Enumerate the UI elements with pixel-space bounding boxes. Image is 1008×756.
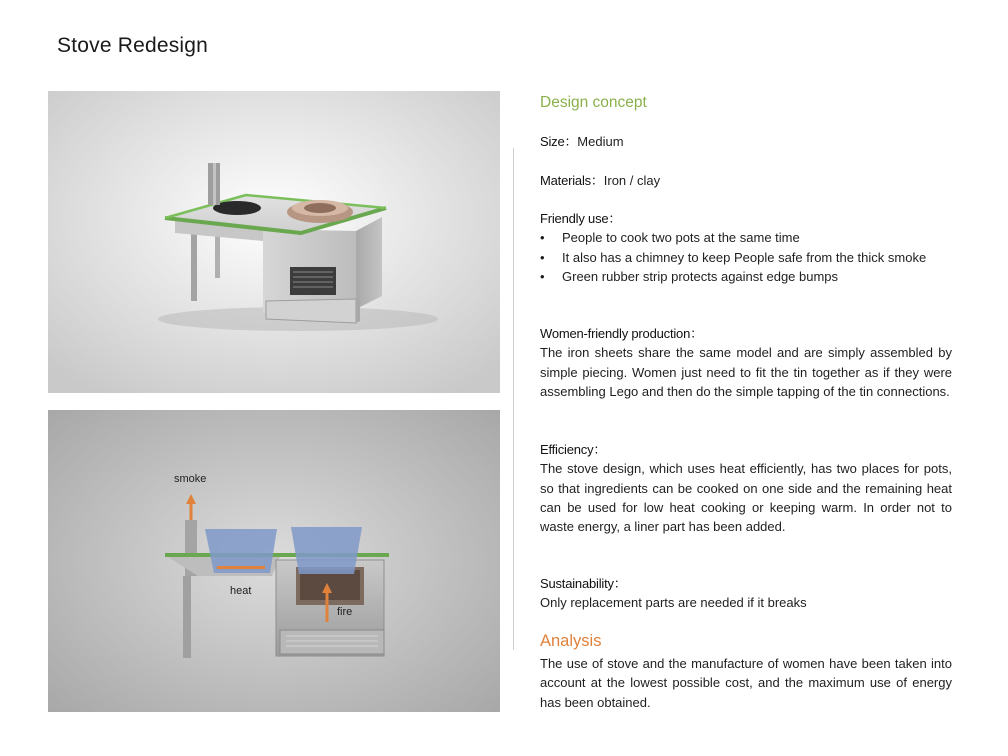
sustainability-text: Only replacement parts are needed if it breaks [540,595,807,611]
efficiency-text: The stove design, which uses heat efficiently, has two places for pots, so that ingredients can be cooked on one side and the remaining heat can be used for low heat cooking or keeping warm. In order not to waste energy, a liner part has been added. [540,461,952,535]
efficiency-section [540,440,952,536]
materials-value: Iron / clay [603,173,661,188]
analysis-text: The use of stove and the manufacture of women have been taken into account at the lowest possible cost, and the maximum use of energy has been obtained. [540,656,952,710]
sustainability-label: Sustainability： [540,576,627,591]
analysis-heading: Analysis [540,632,602,650]
women-friendly-section [540,324,952,401]
women-friendly-text: The iron sheets share the same model and are simply assembled by simple piecing. Women just need to fit the tin together as if they were assembling Lego and then do the simple tapping of the tin connections. [540,345,952,399]
stove-render-perspective [48,91,500,393]
materials-label: Materials： [540,173,604,188]
stove-render-section [48,410,500,712]
page-title: Stove Redesign [57,34,209,57]
women-friendly-label: Women-friendly production： [540,326,703,341]
size-label: Size： [540,134,578,149]
friendly-use-section [540,209,952,286]
column-divider [513,148,514,650]
list-item: • People to cook two pots at the same time [540,228,952,247]
size-value: Medium [577,134,624,149]
size-line [540,132,952,151]
smoke-label: smoke [174,473,207,485]
fire-label: fire [337,606,353,618]
heat-label: heat [230,585,252,597]
list-item: • It also has a chimney to keep People safe from the thick smoke [540,248,952,267]
friendly-use-label: Friendly use： [540,211,622,226]
analysis-section [540,654,952,712]
materials-line [540,171,952,190]
friendly-use-list [540,228,952,286]
efficiency-label: Efficiency： [540,442,607,457]
list-item: • Green rubber strip protects against edge bumps [540,267,952,286]
design-concept-heading: Design concept [540,94,647,111]
sustainability-section [540,574,952,613]
